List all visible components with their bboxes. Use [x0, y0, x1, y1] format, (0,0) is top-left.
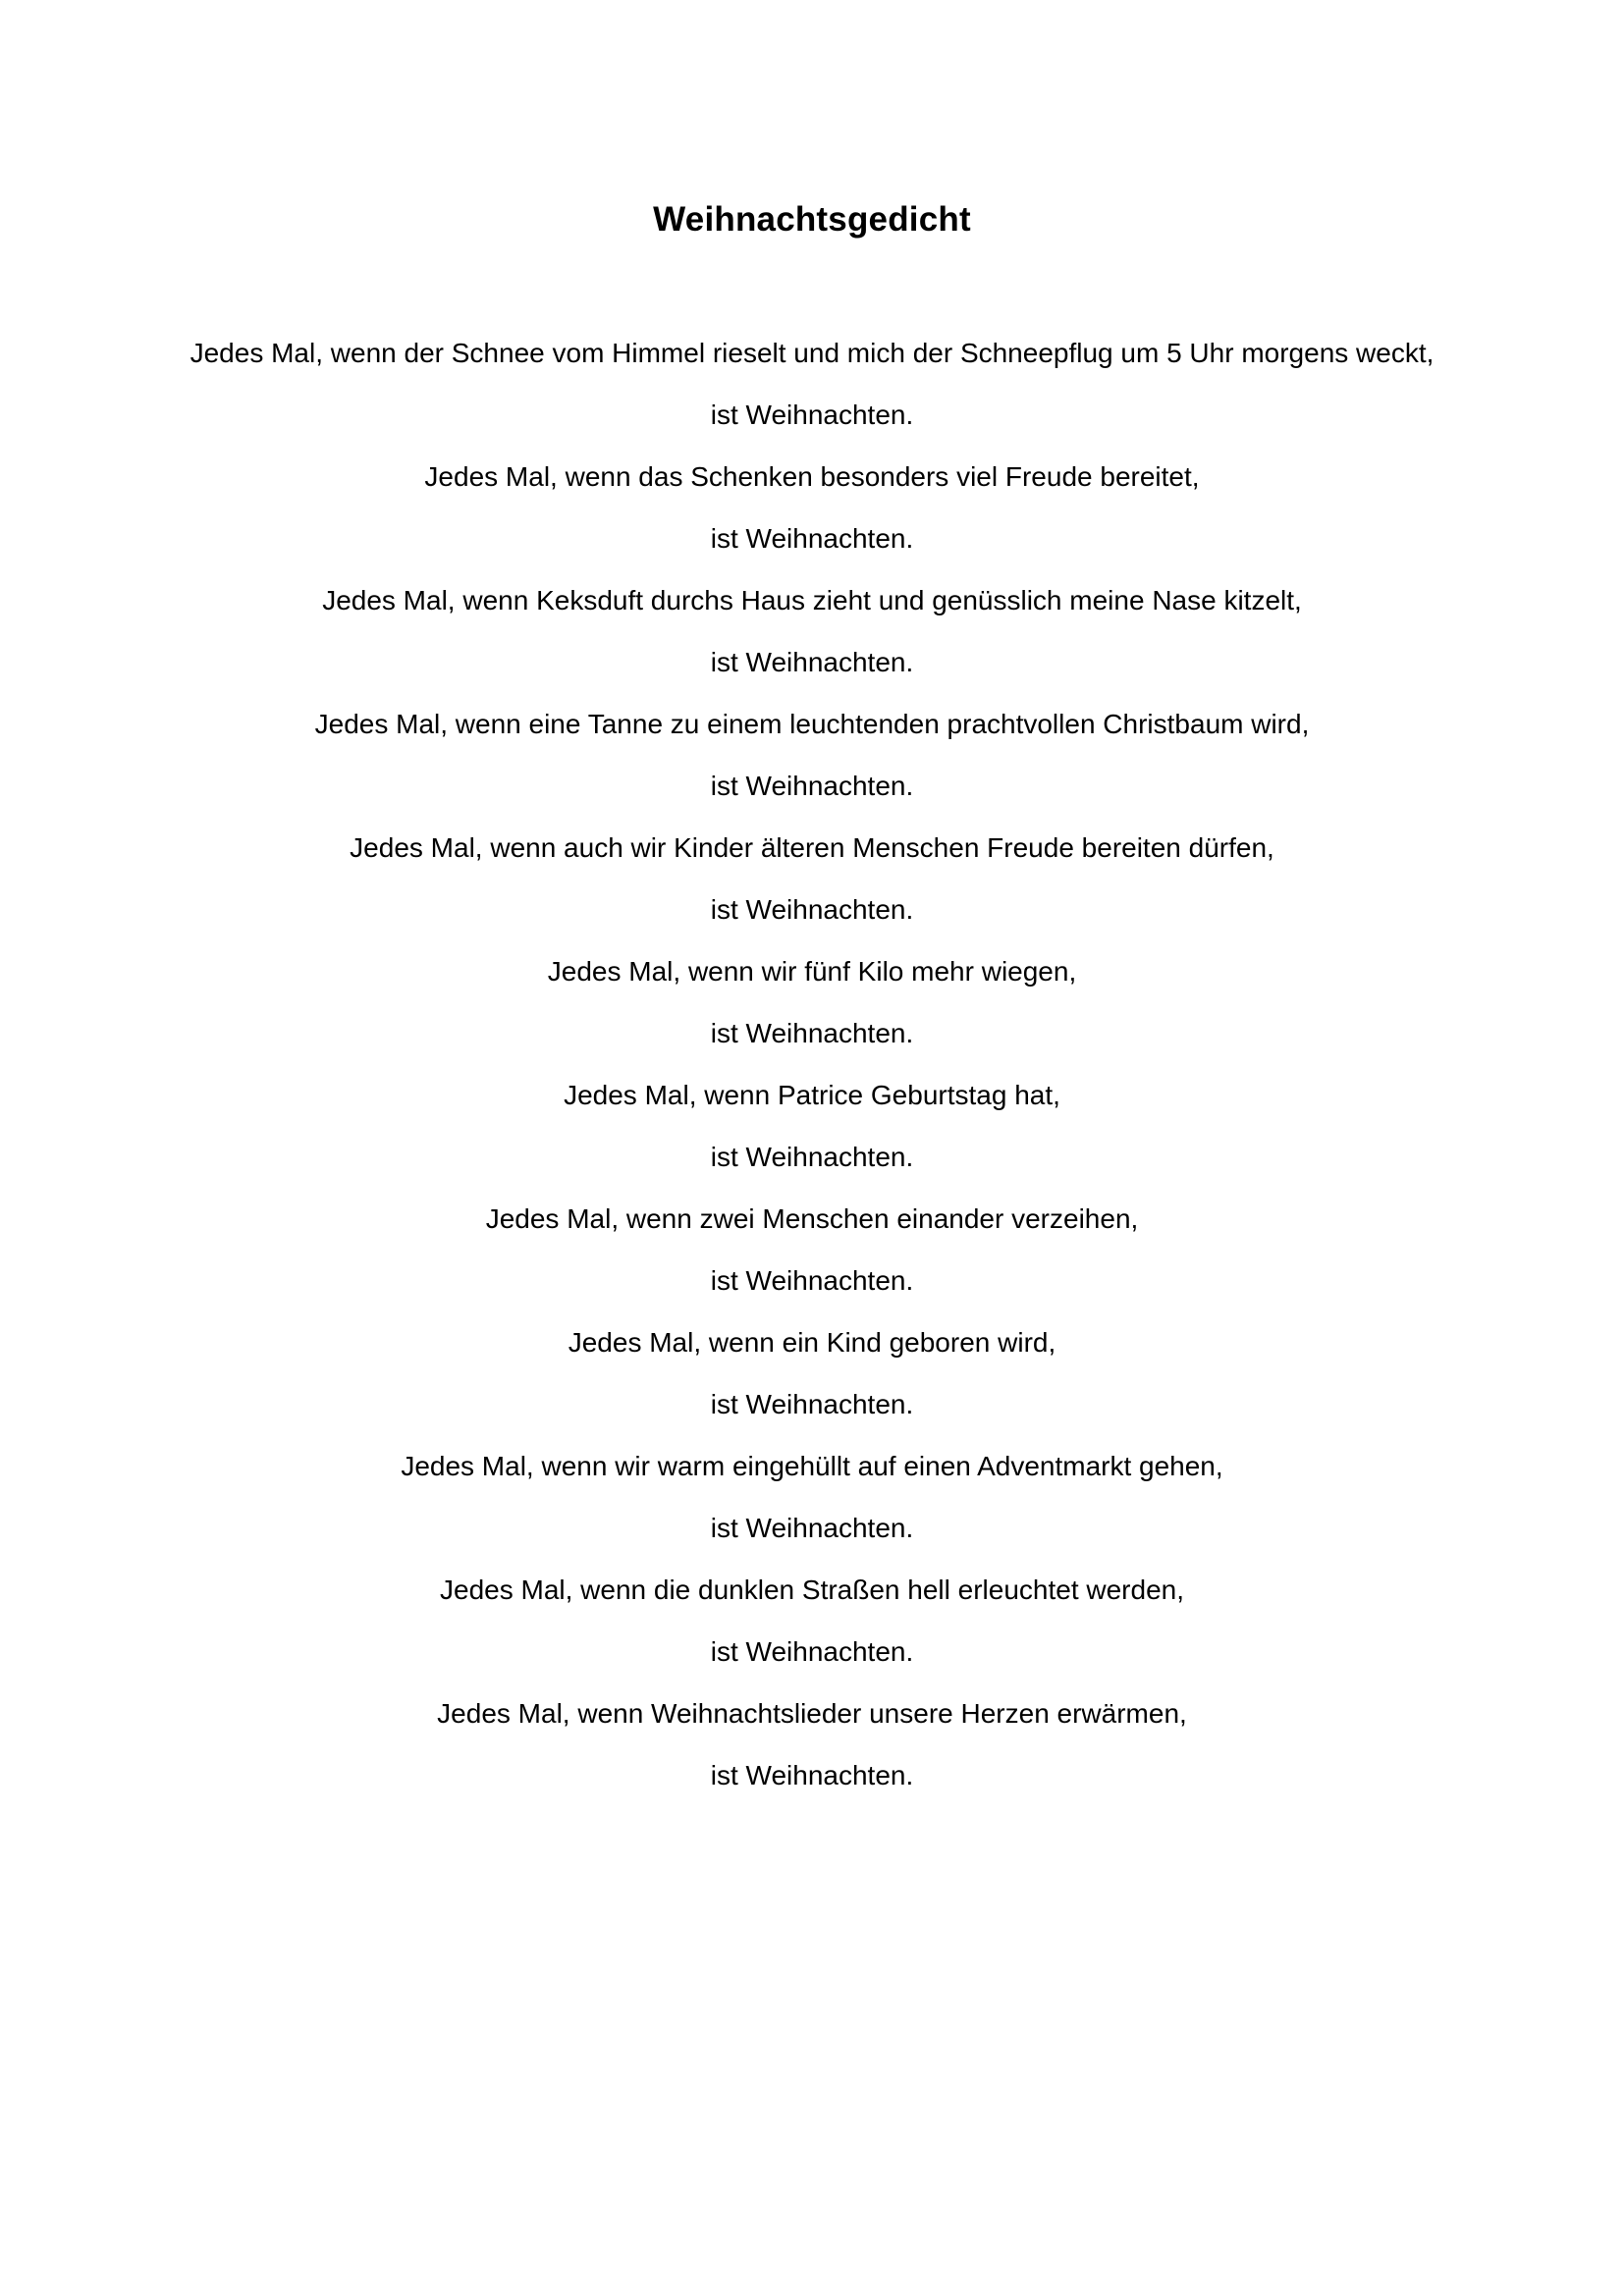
poem-line: Jedes Mal, wenn wir fünf Kilo mehr wiegen, — [547, 956, 1077, 987]
poem-line: Jedes Mal, wenn der Schnee vom Himmel rieselt und mich der Schneepflug um 5 Uhr morgens weckt, — [189, 338, 1435, 368]
poem-line: Jedes Mal, wenn die dunklen Straßen hell erleuchtet werden, — [440, 1575, 1184, 1605]
poem-refrain: ist Weihnachten. — [710, 1760, 914, 1790]
poem-body — [0, 322, 1624, 1806]
poem-refrain: ist Weihnachten. — [710, 647, 914, 677]
page-title: Weihnachtsgedicht — [653, 200, 971, 239]
poem-refrain: ist Weihnachten. — [710, 771, 914, 801]
poem-refrain: ist Weihnachten. — [710, 1636, 914, 1667]
poem-line: Jedes Mal, wenn Keksduft durchs Haus zieht und genüsslich meine Nase kitzelt, — [322, 585, 1302, 615]
poem-line: Jedes Mal, wenn Patrice Geburtstag hat, — [564, 1080, 1060, 1110]
poem-line: Jedes Mal, wenn auch wir Kinder älteren Menschen Freude bereiten dürfen, — [350, 832, 1274, 863]
poem-refrain: ist Weihnachten. — [710, 1142, 914, 1172]
poem-line: Jedes Mal, wenn zwei Menschen einander verzeihen, — [485, 1203, 1139, 1234]
poem-line: Jedes Mal, wenn wir warm eingehüllt auf einen Adventmarkt gehen, — [401, 1451, 1223, 1481]
poem-line: Jedes Mal, wenn eine Tanne zu einem leuchtenden prachtvollen Christbaum wird, — [314, 709, 1310, 739]
poem-refrain: ist Weihnachten. — [710, 523, 914, 554]
poem-line: Jedes Mal, wenn Weihnachtslieder unsere Herzen erwärmen, — [437, 1698, 1187, 1729]
poem-refrain: ist Weihnachten. — [710, 894, 914, 925]
poem-refrain: ist Weihnachten. — [710, 1513, 914, 1543]
poem-refrain: ist Weihnachten. — [710, 1018, 914, 1048]
poem-line: Jedes Mal, wenn ein Kind geboren wird, — [568, 1327, 1056, 1358]
poem-line: Jedes Mal, wenn das Schenken besonders viel Freude bereitet, — [424, 461, 1200, 492]
poem-refrain: ist Weihnachten. — [710, 400, 914, 430]
poem-refrain: ist Weihnachten. — [710, 1265, 914, 1296]
poem-refrain: ist Weihnachten. — [710, 1389, 914, 1419]
